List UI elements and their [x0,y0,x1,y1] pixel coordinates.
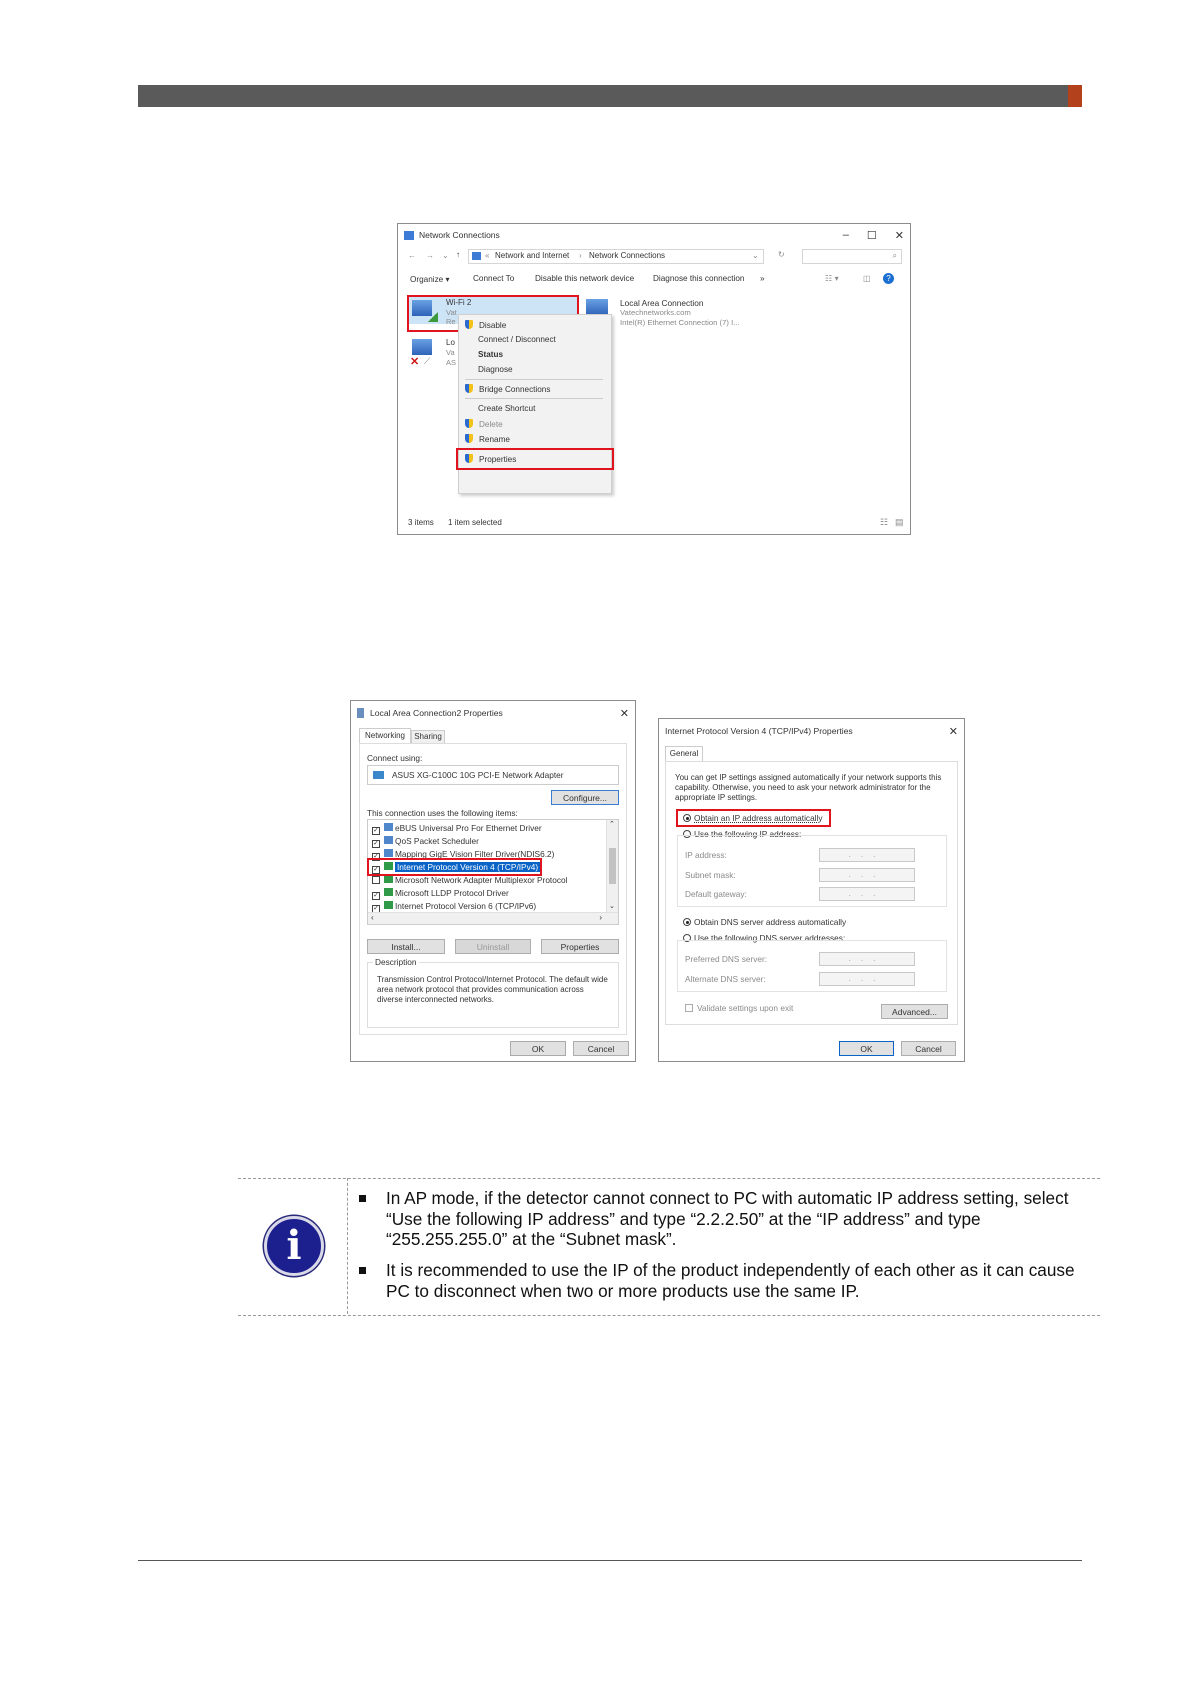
title-bar [351,701,635,725]
scroll-down-icon[interactable]: ⌄ [609,903,615,910]
header-bar [138,85,1068,107]
address-segment-network-internet[interactable]: Network and Internet [495,251,570,260]
cable-icon: ⟋ [424,356,431,366]
tab-sharing[interactable]: Sharing [411,730,445,744]
cancel-button[interactable]: Cancel [573,1041,629,1056]
item-label: Internet Protocol Version 4 (TCP/IPv4) [397,862,539,872]
ip-address-label: IP address: [685,850,727,860]
list-item[interactable] [372,875,567,885]
alternate-dns-field[interactable]: ... [819,972,915,986]
help-icon[interactable]: ? [883,273,894,284]
uninstall-button[interactable]: Uninstall [455,939,531,954]
close-icon[interactable]: ✕ [619,707,629,720]
validate-label: Validate settings upon exit [697,1003,794,1013]
dialog-title: Local Area Connection2 Properties [370,708,503,718]
use-ip-label: Use the following IP address: [694,829,802,839]
more-commands-button[interactable]: » [760,274,765,283]
menu-label-delete: Delete [479,420,503,429]
menu-item-connect-disconnect[interactable]: Connect / Disconnect [478,335,556,344]
checkbox[interactable]: ✓ [373,892,379,899]
bullet [359,1195,366,1202]
ok-button[interactable]: OK [510,1041,566,1056]
properties-button[interactable]: Properties [541,939,619,954]
minimize-icon[interactable]: – [842,228,849,241]
menu-item-diagnose[interactable]: Diagnose [478,365,513,374]
menu-item-disable[interactable] [459,320,611,330]
menu-item-status[interactable]: Status [478,350,504,359]
lan2-network: Va [446,348,455,357]
item-label: Internet Protocol Version 6 (TCP/IPv6) [395,901,537,911]
radio-button[interactable] [683,918,691,926]
menu-label-properties: Properties [479,455,517,464]
menu-label-rename: Rename [479,435,510,444]
protocol-icon [384,888,393,896]
item-label: QoS Packet Scheduler [395,836,479,846]
auto-ip-label: Obtain an IP address automatically [694,813,823,823]
footer-rule [138,1560,1082,1561]
service-icon [384,836,393,844]
address-row [398,246,910,268]
checkbox[interactable] [372,876,380,884]
checkbox[interactable]: ✓ [373,866,379,873]
lan-connected-icon [586,299,608,315]
configure-button[interactable]: Configure... [551,790,619,805]
dropdown-icon[interactable]: ⌄ [752,251,759,260]
info-icon: i [264,1216,324,1276]
address-chevron: « [485,251,490,260]
details-view-icon[interactable]: ☷ [880,517,889,527]
shield-icon [465,419,473,428]
ip-address-field[interactable]: ... [819,848,915,862]
highlight-ipv4 [367,858,542,876]
scroll-left-icon[interactable]: ‹ [371,913,374,922]
window-title: Network Connections [419,230,500,240]
menu-item-bridge[interactable] [459,384,611,394]
list-item[interactable] [372,836,479,848]
default-gateway-label: Default gateway: [685,889,747,899]
subnet-mask-field[interactable]: ... [819,868,915,882]
connect-using-label: Connect using: [367,753,423,763]
wifi-network: Vat [446,308,457,317]
shield-icon [465,384,473,393]
checkbox[interactable]: ✓ [373,905,379,912]
note-paragraph-unique-ip: It is recommended to use the IP of the product independently of each other as it can cause PC to disconnect when two or more products use the same IP. [386,1260,1075,1301]
subnet-mask-label: Subnet mask: [685,870,736,880]
address-segment-network-connections[interactable]: Network Connections [589,251,666,260]
auto-dns-radio[interactable] [683,917,846,927]
lan-name: Local Area Connection [620,298,704,308]
title-bar [659,719,964,743]
nic-icon [373,771,384,779]
local-area-connection-item[interactable] [584,296,784,326]
preferred-dns-label: Preferred DNS server: [685,954,768,964]
protocol-icon [384,901,393,909]
close-icon[interactable]: ✕ [894,229,904,242]
forward-icon[interactable]: → [426,251,434,260]
adapter-field [367,765,619,785]
menu-separator [465,379,603,380]
menu-label-bridge: Bridge Connections [479,385,551,394]
checkbox[interactable] [685,1004,693,1012]
filter-icon [384,849,393,857]
validate-checkbox[interactable] [685,1003,793,1013]
driver-icon [384,823,393,831]
search-input[interactable] [802,249,902,264]
tab-networking[interactable]: Networking [359,728,411,744]
disable-device-button[interactable]: Disable this network device [535,274,635,283]
network-connections-window [397,223,911,535]
address-bar[interactable] [468,249,764,264]
dialog-title: Internet Protocol Version 4 (TCP/IPv4) Properties [665,726,853,736]
diagnose-button[interactable]: Diagnose this connection [653,274,745,283]
connect-to-button[interactable]: Connect To [473,274,515,283]
wifi-name: Wi-Fi 2 [446,298,472,307]
up-icon[interactable]: ↑ [456,250,460,259]
scroll-thumb[interactable] [609,848,616,884]
wifi-adapter: Re [446,317,456,326]
refresh-icon[interactable]: ↻ [778,250,785,259]
lan-network: Vatechnetworks.com [620,308,691,317]
back-icon[interactable]: ← [408,251,416,260]
ipv4-properties-dialog [658,718,965,1062]
lan-adapter-icon [412,339,432,355]
bullet [359,1267,366,1274]
scroll-up-icon[interactable]: ⌃ [609,821,615,828]
protocol-icon [384,875,393,883]
view-options-icon[interactable]: ☷ ▾ [825,274,839,283]
lan-properties-dialog [350,700,636,1062]
vertical-scrollbar[interactable] [606,820,618,914]
highlight-auto-ip [676,809,831,827]
search-icon: ⌕ [892,251,897,260]
note-paragraph-ap-mode: In AP mode, if the detector cannot connect to PC with automatic IP address setting, select “Use the following IP address” and type “2.2.2.50” at the “IP address” and type “255.255.255.0” at the “Subnet mask”. [386,1188,1069,1249]
shield-icon [465,434,473,443]
preview-pane-icon[interactable]: ◫ [863,274,871,283]
organize-button[interactable]: Organize ▾ [410,275,450,284]
address-separator: › [579,251,582,260]
checkbox[interactable]: ✓ [373,853,379,860]
lan2-adapter: AS [446,358,457,367]
intro-text: You can get IP settings assigned automatically if your network supports this capability. Otherwise, you need to ask your network administrator for the appropriate IP settings. [675,773,942,802]
menu-item-delete[interactable] [459,419,611,429]
preferred-dns-field[interactable]: ... [819,952,915,966]
items-label: This connection uses the following items: [367,808,518,818]
horizontal-scrollbar[interactable] [368,912,618,924]
description-label: Description [375,957,417,967]
adapter-name: ASUS XG-C100C 10G PCI-E Network Adapter [392,770,564,780]
close-icon[interactable]: ✕ [948,725,958,738]
advanced-button[interactable]: Advanced... [881,1004,948,1019]
auto-dns-label: Obtain DNS server address automatically [694,917,847,927]
folder-icon [472,252,481,260]
menu-item-rename[interactable] [459,434,611,444]
list-item[interactable] [372,823,542,835]
ok-button[interactable]: OK [839,1041,894,1056]
disconnected-icon: ✕ [410,356,420,368]
adapter-icon [357,708,364,718]
item-label: eBUS Universal Pro For Ethernet Driver [395,823,542,833]
item-label: Microsoft LLDP Protocol Driver [395,888,509,898]
item-label: Mapping GigE Vision Filter Driver(NDIS6.2) [395,849,555,859]
menu-item-create-shortcut[interactable]: Create Shortcut [478,404,536,413]
command-bar [398,270,910,290]
header-accent [1068,85,1082,107]
menu-separator [465,398,603,399]
default-gateway-field[interactable]: ... [819,887,915,901]
install-button[interactable]: Install... [367,939,445,954]
scroll-right-icon[interactable]: › [599,913,602,922]
alternate-dns-label: Alternate DNS server: [685,974,766,984]
shield-icon [465,320,473,329]
status-selected: 1 item selected [448,518,502,527]
lan-adapter: Intel(R) Ethernet Connection (7) I... [620,318,740,327]
maximize-icon[interactable]: ☐ [866,229,877,242]
checkbox[interactable]: ✓ [373,840,379,847]
note-divider [347,1178,348,1314]
highlight-properties [456,448,614,470]
use-dns-label: Use the following DNS server addresses: [694,933,846,943]
menu-label-disable: Disable [479,321,507,330]
cancel-button[interactable]: Cancel [901,1041,956,1056]
status-item-count: 3 items [408,518,434,527]
description-text: Transmission Control Protocol/Internet Protocol. The default wide area network protocol that provides communication across diverse interconnected networks. [377,975,608,1004]
tiles-view-icon[interactable]: ▤ [895,517,904,527]
tab-general[interactable]: General [665,746,703,762]
list-item[interactable] [372,888,509,900]
item-label: Microsoft Network Adapter Multiplexor Protocol [395,875,568,885]
title-bar [398,224,910,246]
checkbox[interactable]: ✓ [373,827,379,834]
lan2-name: Lo [446,338,455,347]
local-connection-2-item[interactable] [408,336,458,370]
network-icon [404,231,414,240]
recent-icon[interactable]: ⌄ [442,251,449,260]
